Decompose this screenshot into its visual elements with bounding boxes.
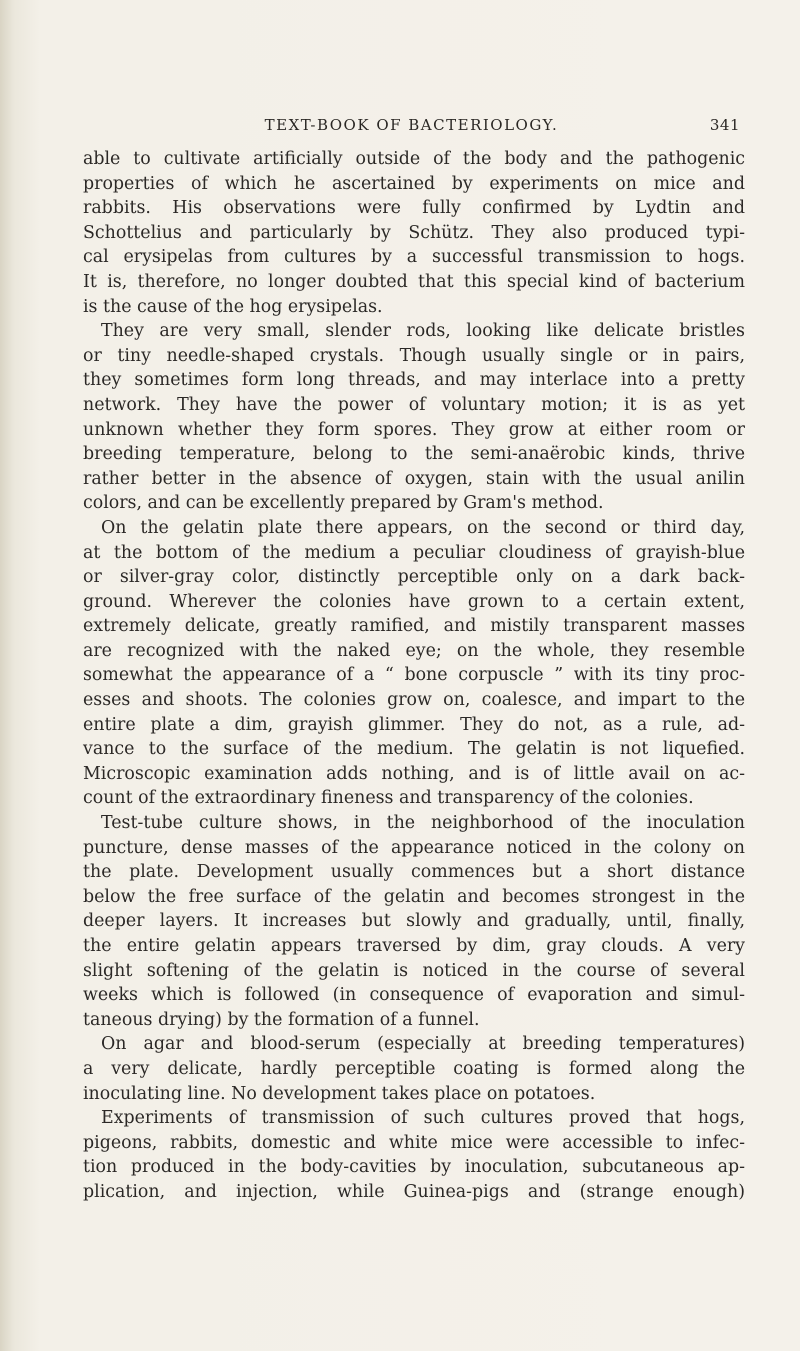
text-line: deeper layers. It increases but slowly and gradually, until, finally, [83,911,745,932]
running-head [83,116,740,138]
page-number: 341 [709,116,740,134]
text-line: puncture, dense masses of the appearance noticed in the colony on [83,837,745,858]
text-line: they sometimes form long threads, and may interlace into a pretty [83,370,745,391]
text-line: or tiny needle-shaped crystals. Though usually single or in pairs, [83,345,745,366]
text-line: cal erysipelas from cultures by a successful transmission to hogs. [83,247,745,268]
text-line: able to cultivate artificially outside of the body and the pathogenic [83,149,745,169]
text-line: extremely delicate, greatly ramified, and mistily transparent masses [83,616,745,637]
text-line: at the bottom of the medium a peculiar cloudiness of grayish-blue [83,542,745,563]
text-line: ground. Wherever the colonies have grown to a certain extent, [83,591,745,612]
text-line: tion produced in the body-cavities by inoculation, subcutaneous ap- [83,1157,745,1178]
text-line: the entire gelatin appears traversed by dim, gray clouds. A very [83,936,745,956]
text-line: esses and shoots. The colonies grow on, coalesce, and impart to the [83,690,745,711]
text-line: the plate. Development usually commences but a short distance [83,862,745,883]
text-line: weeks which is followed (in consequence of evaporation and simul- [83,985,745,1006]
text-line: is the cause of the hog erysipelas. [83,296,383,317]
text-line: vance to the surface of the medium. The gelatin is not liquefied. [83,739,745,760]
text-line: plication, and injection, while Guinea-pigs and (strange enough) [83,1181,745,1202]
text-line: slight softening of the gelatin is noticed in the course of several [83,960,745,981]
running-title: TEXT-BOOK OF BACTERIOLOGY. [264,116,559,134]
text-line: Test-tube culture shows, in the neighborhood of the inoculation [101,813,745,834]
text-line: taneous drying) by the formation of a funnel. [83,1009,480,1030]
text-line: They are very small, slender rods, looking like delicate bristles [101,321,745,342]
text-line: Microscopic examination adds nothing, and is of little avail on ac- [83,763,745,784]
text-line: properties of which he ascertained by experiments on mice and [83,173,745,194]
text-line: Schottelius and particularly by Schütz. They also produced typi- [83,222,745,243]
text-line: below the free surface of the gelatin and becomes strongest in the [83,886,745,907]
text-line: colors, and can be excellently prepared by Gram's method. [83,493,604,514]
body-text [83,147,745,1205]
text-line: rabbits. His observations were fully confirmed by Lydtin and [83,198,745,219]
text-line: pigeons, rabbits, domestic and white mice were accessible to infec- [83,1132,745,1153]
text-line: On the gelatin plate there appears, on the second or third day, [101,517,745,538]
text-line: rather better in the absence of oxygen, stain with the usual anilin [83,468,745,489]
text-line: unknown whether they form spores. They grow at either room or [83,419,745,440]
text-line: network. They have the power of voluntary motion; it is as yet [83,394,745,415]
text-line: count of the extraordinary fineness and transparency of the colonies. [83,788,694,809]
text-line: or silver-gray color, distinctly perceptible only on a dark back- [83,567,745,588]
text-line: are recognized with the naked eye; on the whole, they resemble [83,640,745,661]
text-line: On agar and blood-serum (especially at breeding temperatures) [101,1034,745,1055]
text-line: somewhat the appearance of a “ bone corpuscle ” with its tiny proc- [83,665,745,686]
text-line: Experiments of transmission of such cultures proved that hogs, [101,1108,745,1129]
text-line: inoculating line. No development takes place on potatoes. [83,1083,596,1104]
text-line: breeding temperature, belong to the semi-anaërobic kinds, thrive [83,444,745,465]
text-line: a very delicate, hardly perceptible coating is formed along the [83,1058,745,1079]
text-line: It is, therefore, no longer doubted that this special kind of bacterium [83,271,745,292]
text-line: entire plate a dim, grayish glimmer. They do not, as a rule, ad- [83,714,745,735]
